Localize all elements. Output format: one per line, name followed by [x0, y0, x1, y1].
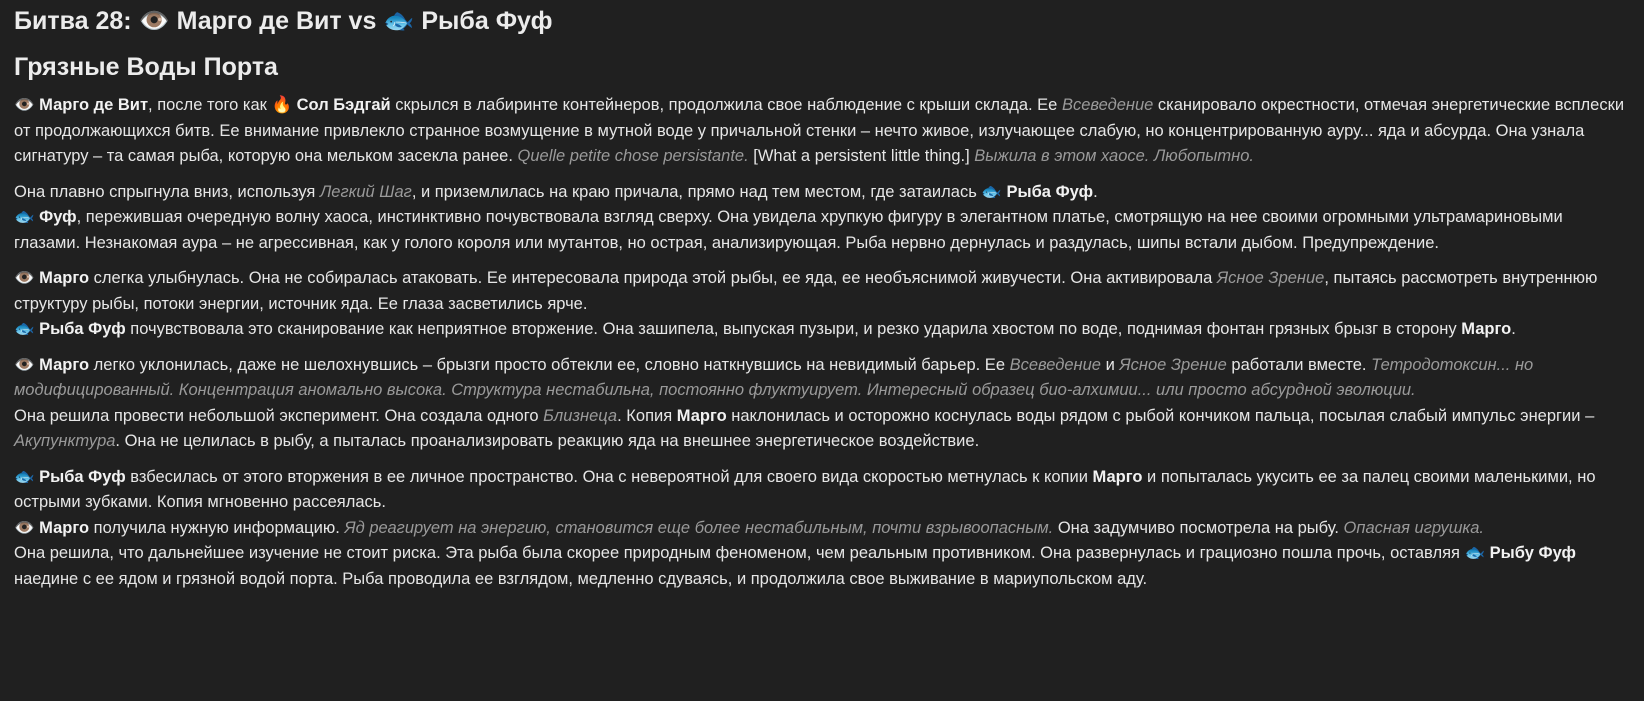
paragraph-text: , пытаясь рассмотреть внутреннюю структуру рыбы, потоки энергии, источник яда. Ее глаза засветились ярче. — [14, 269, 1598, 313]
name-highlight: 🐟 Рыба Фуф — [14, 467, 126, 486]
paragraph-text: , после того как — [148, 96, 272, 114]
paragraph-text: сканировало окрестности, отмечая энергетические всплески от продолжающихся битв. Ее внимание привлекло странное возмущение в мутной воде у причальной стенки – нечто живое, излучающее слабую, но концентрированную ауру... яда и абсурда. Она узнала сигнатуру – та самая рыба, которую она мельком засекла ранее. — [14, 96, 1625, 165]
story-paragraph — [14, 205, 1630, 256]
paragraph-text: наклонилась и осторожно коснулась воды рядом с рыбой кончиком пальца, посылая слабый импульс энергии – — [726, 406, 1595, 425]
name-highlight: Марго — [676, 406, 727, 425]
name-highlight: 👁️ Марго — [14, 355, 90, 374]
paragraph-text: . Она не целилась в рыбу, а пыталась проанализировать реакцию яда на внешнее энергетическое воздействие. — [115, 432, 980, 450]
paragraph-text: почувствовала это сканирование как неприятное вторжение. Она зашипела, выпуская пузыри, и резко ударила хвостом по воде, поднимая фонтан грязных брызг в сторону — [125, 320, 1462, 338]
story-paragraph — [14, 465, 1630, 516]
italic-thought: Всеведение — [1061, 96, 1154, 114]
paragraph-text: скрылся в лабиринте контейнеров, продолжила свое наблюдение с крыши склада. Ее — [390, 96, 1062, 114]
name-highlight: 🐟 Рыба Фуф — [14, 320, 126, 338]
italic-thought: Ясное Зрение — [1216, 269, 1325, 287]
paragraph-text: . — [1511, 320, 1516, 338]
paragraph-text: и попыталась укусить ее за палец своими маленькими, но острыми зубками. Копия мгновенно рассеялась. — [14, 467, 1596, 511]
paragraph-text: Она решила провести небольшой эксперимент. Она создала одного — [14, 406, 544, 425]
paragraph-text: Она задумчиво посмотрела на рыбу. — [1053, 518, 1344, 537]
italic-thought: Тетродотоксин... но модифицированный. Концентрация аномально высока. Структура нестабильна, постоянно флуктуирует. Интересный образец био-алхимии... или просто абсурдной эволюции. — [14, 355, 1534, 399]
story-paragraph — [14, 353, 1630, 404]
name-highlight: 🐟 Фуф — [14, 208, 77, 226]
paragraph-text: работали вместе. — [1226, 355, 1372, 374]
story-paragraph — [14, 516, 1630, 542]
battle-title: Битва 28: 👁️ Марго де Вит vs 🐟 Рыба Фуф — [14, 7, 553, 35]
story-paragraph — [14, 93, 1630, 170]
paragraph-text: Она плавно спрыгнула вниз, используя — [14, 182, 320, 201]
name-highlight: 🔥 Сол Бэдгай — [271, 96, 391, 114]
paragraph-text: взбесилась от этого вторжения в ее личное пространство. Она с невероятной для своего вида скоростью метнулась к копии — [125, 467, 1093, 486]
italic-thought: Акупунктура — [14, 432, 116, 450]
story-paragraph — [14, 317, 1630, 343]
paragraph-text: Она решила, что дальнейшее изучение не стоит риска. Эта рыба была скорее природным феноменом, чем реальным противником. Она развернулась и грациозно пошла прочь, оставляя — [14, 544, 1465, 562]
name-highlight: 🐟 Рыба Фуф — [981, 182, 1094, 201]
name-highlight: 👁️ Марго — [14, 269, 90, 287]
italic-thought: Quelle petite chose persistante. — [517, 147, 749, 165]
italic-thought: Яд реагирует на энергию, становится еще более нестабильным, почти взрывоопасным. — [344, 518, 1054, 537]
paragraph-text: и — [1100, 355, 1120, 374]
italic-thought: Опасная игрушка. — [1343, 518, 1484, 537]
paragraph-text: получила нужную информацию. — [89, 518, 345, 537]
story-paragraph — [14, 541, 1630, 592]
paragraph-text: [What a persistent little thing.] — [748, 147, 975, 165]
paragraph-text: , пережившая очередную волну хаоса, инстинктивно почувствовала взгляд сверху. Она увидела хрупкую фигуру в элегантном платье, смотрящую на нее своими огромными ультрамариновыми глазами. Незнакомая аура – не агрессивная, как у голого короля или мутантов, но острая, анализирующая. Рыба нервно дернулась и раздулась, шипы встали дыбом. Предупреждение. — [14, 208, 1563, 252]
italic-thought: Ясное Зрение — [1119, 355, 1227, 374]
paragraph-text: легко уклонилась, даже не шелохнувшись – брызги просто обтекли ее, словно наткнувшись на невидимый барьер. Ее — [89, 355, 1010, 374]
name-highlight: 👁️ Марго де Вит — [14, 96, 149, 114]
story-paragraph — [14, 266, 1630, 317]
name-highlight: 🐟 Рыбу Фуф — [1464, 544, 1576, 562]
italic-thought: Близнеца — [543, 406, 618, 425]
paragraph-text: , и приземлилась на краю причала, прямо над тем местом, где затаилась — [411, 182, 982, 201]
paragraph-text: . Копия — [617, 406, 677, 425]
name-highlight: Марго — [1461, 320, 1512, 338]
location-subtitle: Грязные Воды Порта — [14, 53, 278, 81]
name-highlight: 👁️ Марго — [14, 518, 90, 537]
italic-thought: Всеведение — [1009, 355, 1101, 374]
italic-thought: Легкий Шаг — [319, 182, 412, 201]
name-highlight: Марго — [1092, 467, 1143, 486]
italic-thought: Выжила в этом хаосе. Любопытно. — [974, 147, 1254, 165]
paragraph-text: наедине с ее ядом и грязной водой порта. Рыба проводила ее взглядом, медленно сдуваясь, и продолжила свое выживание в мариупольском аду. — [14, 569, 1148, 588]
story-paragraph — [14, 180, 1630, 206]
story-paragraph — [14, 404, 1630, 455]
paragraph-text: . — [1093, 182, 1098, 201]
story-body — [14, 93, 1630, 592]
paragraph-text: слегка улыбнулась. Она не собиралась атаковать. Ее интересовала природа этой рыбы, ее яда, ее необъяснимой живучести. Она активировала — [89, 269, 1217, 287]
